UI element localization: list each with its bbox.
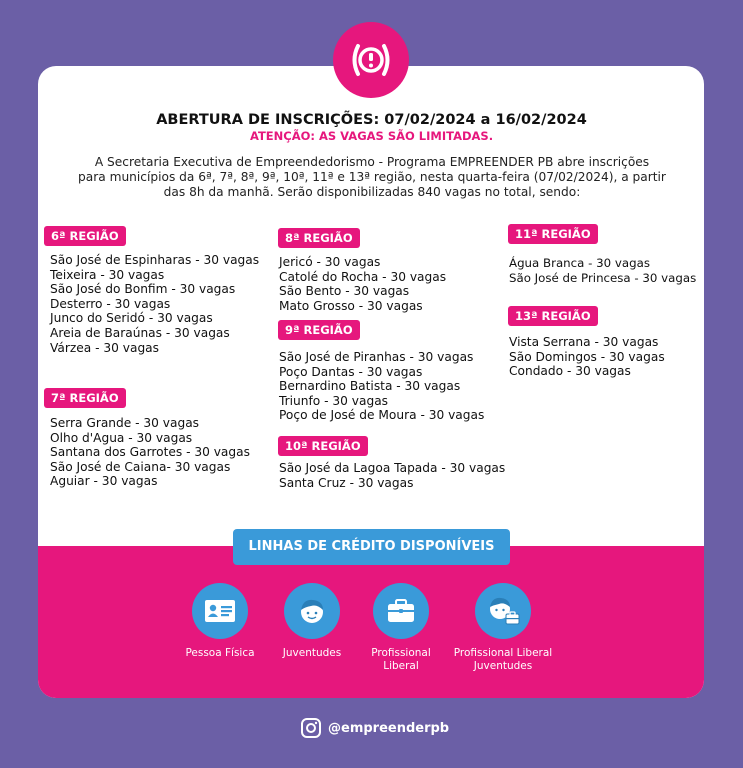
page-title: ABERTURA DE INSCRIÇÕES: 07/02/2024 a 16/02/2024 <box>156 112 587 128</box>
credit-label <box>443 647 563 673</box>
list-item: São José do Bonfim - 30 vagas <box>50 282 236 297</box>
credit-label-line: Profissional <box>371 647 431 659</box>
alert-badge <box>333 22 409 98</box>
list-item: Catolé do Rocha - 30 vagas <box>279 269 447 284</box>
instagram-handle[interactable]: @empreenderpb <box>328 720 450 736</box>
instagram-icon[interactable] <box>300 717 322 739</box>
region-badge-10: 10ª REGIÃO <box>278 436 368 456</box>
intro-line: A Secretaria Executiva de Empreendedorismo - Programa EMPREENDER PB abre inscrições <box>94 155 650 169</box>
warning-text: ATENÇÃO: AS VAGAS SÃO LIMITADAS. <box>249 129 494 143</box>
id-card-icon <box>192 583 248 639</box>
list-item: Serra Grande - 30 vagas <box>50 416 200 430</box>
list-item: São Domingos - 30 vagas <box>509 349 665 364</box>
list-item: Poço Dantas - 30 vagas <box>279 364 423 379</box>
region-8-list <box>279 255 446 313</box>
credit-label-line: Pessoa Física <box>185 647 255 659</box>
list-item: São José de Espinharas - 30 vagas <box>50 253 260 267</box>
list-item: Mato Grosso - 30 vagas <box>279 298 423 313</box>
list-item: São José de Caiana- 30 vagas <box>50 459 231 474</box>
region-9-list <box>279 350 484 423</box>
list-item: Junco do Seridó - 30 vagas <box>50 311 213 326</box>
region-badge-6: 6ª REGIÃO <box>44 226 126 246</box>
intro-line: das 8h da manhã. Serão disponibilizadas 840 vagas no total, sendo: <box>163 185 581 199</box>
region-badge-11: 11ª REGIÃO <box>508 224 598 244</box>
list-item: Vista Serrana - 30 vagas <box>509 335 659 349</box>
credit-lines-title: LINHAS DE CRÉDITO DISPONÍVEIS <box>233 529 510 565</box>
social-footer <box>300 716 449 740</box>
region-badge-7: 7ª REGIÃO <box>44 388 126 408</box>
list-item: Triunfo - 30 vagas <box>279 393 389 408</box>
credit-label-line: Liberal <box>383 660 419 672</box>
intro-paragraph <box>72 155 672 200</box>
list-item: Poço de José de Moura - 30 vagas <box>279 408 485 423</box>
region-badge-13: 13ª REGIÃO <box>508 306 598 326</box>
credit-label-line: Juventudes <box>473 660 533 672</box>
region-11-list <box>509 256 696 285</box>
list-item: São José da Lagoa Tapada - 30 vagas <box>279 461 506 475</box>
young-professional-icon <box>475 583 531 639</box>
region-10-list <box>279 461 505 490</box>
region-6-list <box>50 253 259 355</box>
credit-item-profissional-liberal-juventudes <box>443 583 563 673</box>
region-badge-8: 8ª REGIÃO <box>278 228 360 248</box>
region-13-list <box>509 335 665 379</box>
list-item: Teixeira - 30 vagas <box>50 267 165 282</box>
credit-label-line: Profissional Liberal <box>453 647 553 659</box>
list-item: Aguiar - 30 vagas <box>50 474 158 489</box>
list-item: Água Branca - 30 vagas <box>509 256 650 270</box>
list-item: Santa Cruz - 30 vagas <box>279 475 414 490</box>
list-item: Olho d'Agua - 30 vagas <box>50 430 193 445</box>
alert-icon <box>349 42 393 78</box>
list-item: São José de Princesa - 30 vagas <box>509 270 697 285</box>
region-badge-9: 9ª REGIÃO <box>278 320 360 340</box>
list-item: Desterro - 30 vagas <box>50 296 171 311</box>
credit-label-line: Juventudes <box>282 647 342 659</box>
list-item: Jericó - 30 vagas <box>279 255 381 269</box>
list-item: Bernardino Batista - 30 vagas <box>279 379 461 394</box>
briefcase-icon <box>373 583 429 639</box>
list-item: Condado - 30 vagas <box>509 364 631 379</box>
list-item: Santana dos Garrotes - 30 vagas <box>50 445 250 460</box>
list-item: Areia de Baraúnas - 30 vagas <box>50 325 230 340</box>
young-person-icon <box>284 583 340 639</box>
region-7-list <box>50 416 250 489</box>
intro-line: para municípios da 6ª, 7ª, 8ª, 9ª, 10ª, 11ª e 13ª região, nesta quarta-feira (07/02/2024), a partir <box>78 170 666 184</box>
list-item: São Bento - 30 vagas <box>279 284 410 299</box>
list-item: Várzea - 30 vagas <box>50 340 159 355</box>
list-item: São José de Piranhas - 30 vagas <box>279 350 474 364</box>
